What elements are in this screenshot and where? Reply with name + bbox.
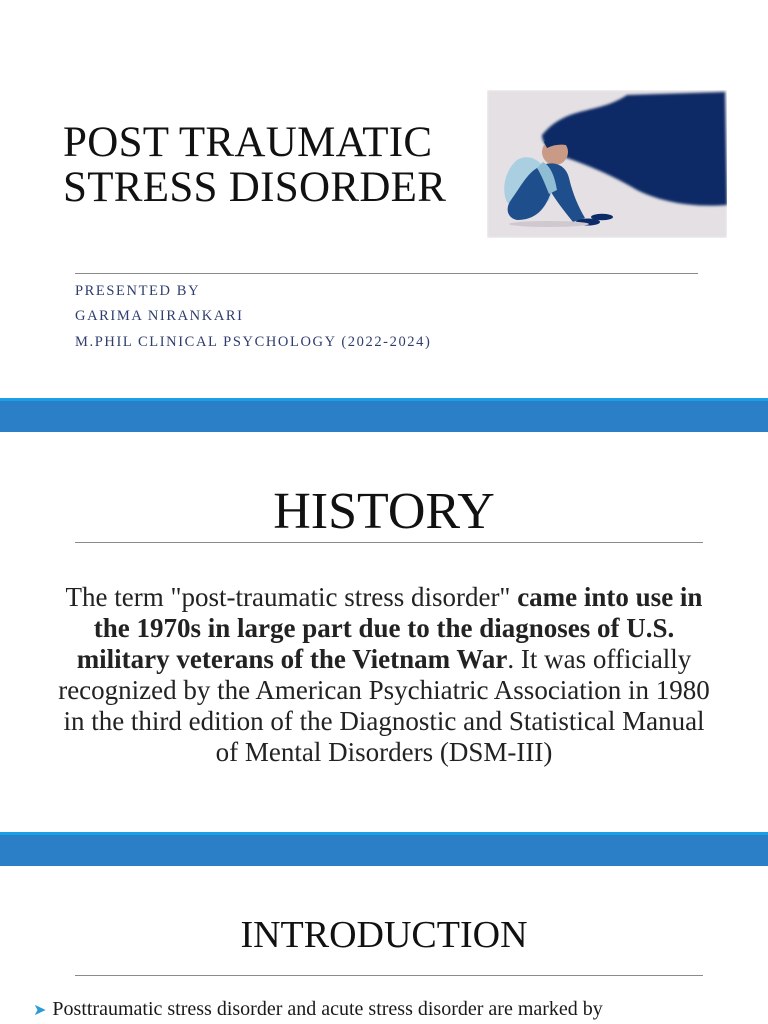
presented-by-label: PRESENTED BY <box>75 283 201 299</box>
history-slide <box>0 432 768 832</box>
history-paragraph <box>55 582 713 768</box>
introduction-slide <box>0 866 768 1024</box>
title-slide <box>0 0 768 398</box>
history-text-part-1: The term "post-traumatic stress disorder" <box>65 582 518 612</box>
presentation-title <box>63 120 446 210</box>
title-line-1: POST TRAUMATIC <box>63 119 433 166</box>
title-line-2: STRESS DISORDER <box>63 164 447 211</box>
history-text-bold: came into use in the 1970s in large part due to the diagnoses of U.S. military veterans of the Vietnam War <box>76 582 703 674</box>
history-title: HISTORY <box>273 483 495 540</box>
history-text-part-2: . It was officially recognized by the American Psychiatric Association in 1980 in the third edition of the Diagnostic and Statistical Manual of Mental Disorders (DSM-III) <box>58 644 710 767</box>
title-divider <box>75 273 698 274</box>
sad-person-illustration <box>487 90 727 238</box>
bullet-item <box>33 998 753 1021</box>
program-label: M.PHIL CLINICAL PSYCHOLOGY (2022-2024) <box>75 334 432 350</box>
presenter-name: GARIMA NIRANKARI <box>75 308 244 324</box>
history-divider <box>75 542 703 543</box>
slide-separator <box>0 832 768 866</box>
bullet-text: Posttraumatic stress disorder and acute stress disorder are marked by <box>52 998 603 1020</box>
introduction-divider <box>75 975 703 976</box>
slide-separator <box>0 398 768 432</box>
introduction-title: INTRODUCTION <box>240 914 528 956</box>
arrow-bullet-icon: ➤ <box>33 1002 47 1019</box>
